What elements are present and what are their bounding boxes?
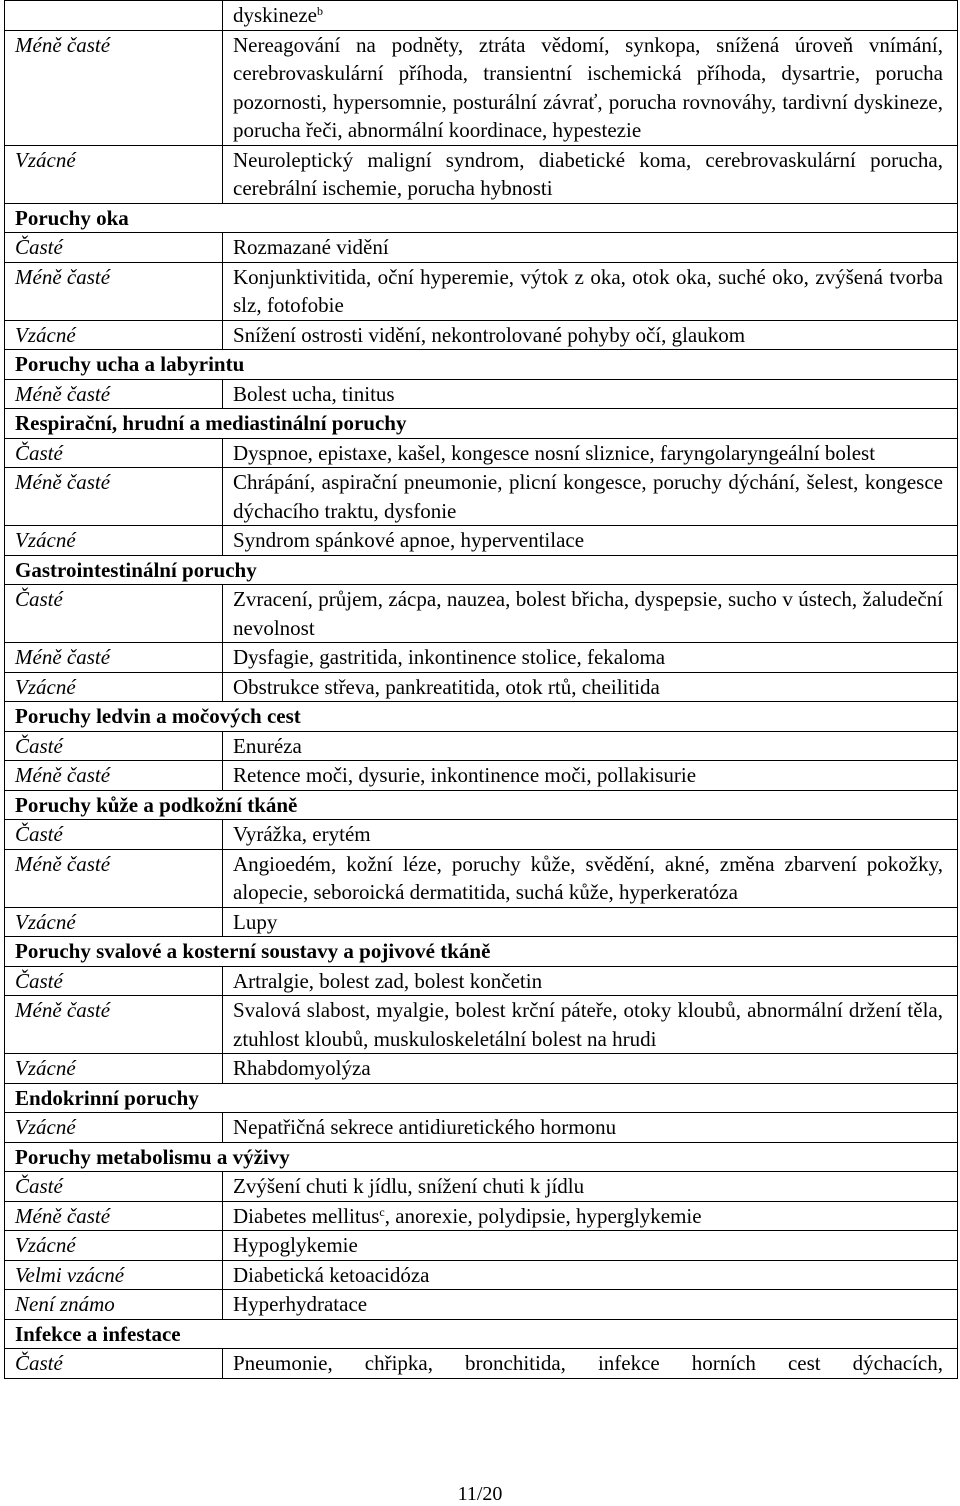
effects-text: Enuréza <box>233 733 302 758</box>
section-header-row <box>5 203 958 233</box>
effects-text: Konjunktivitida, oční hyperemie, výtok z oka, otok oka, suché oko, zvýšená tvorba slz, fotofobie <box>233 264 943 317</box>
effects-cell <box>223 1054 958 1084</box>
section-title: Endokrinní poruchy <box>5 1083 958 1113</box>
frequency-cell: Méně časté <box>5 643 223 673</box>
table-row <box>5 731 958 761</box>
table-body <box>5 1 958 1379</box>
effects-text: Diabetes mellitus <box>233 1203 380 1228</box>
frequency-cell: Velmi vzácné <box>5 1260 223 1290</box>
footnote-marker: b <box>316 4 323 18</box>
effects-cell <box>223 379 958 409</box>
section-title: Poruchy oka <box>5 203 958 233</box>
effects-text: Pneumonie, chřipka, bronchitida, infekce horních cest dýchacích, <box>233 1351 943 1375</box>
effects-cell <box>223 262 958 320</box>
table-row <box>5 585 958 643</box>
effects-cell <box>223 526 958 556</box>
section-header-row <box>5 790 958 820</box>
frequency-cell: Časté <box>5 233 223 263</box>
section-title: Gastrointestinální poruchy <box>5 555 958 585</box>
table-row <box>5 1260 958 1290</box>
section-header-row <box>5 937 958 967</box>
effects-text: Syndrom spánkové apnoe, hyperventilace <box>233 528 585 552</box>
table-row <box>5 820 958 850</box>
effects-cell <box>223 1172 958 1202</box>
table-row <box>5 379 958 409</box>
frequency-cell: Vzácné <box>5 1054 223 1084</box>
effects-text: Diabetická ketoacidóza <box>233 1262 430 1287</box>
frequency-cell: Časté <box>5 731 223 761</box>
effects-cell <box>223 1349 958 1379</box>
section-title: Poruchy ledvin a močových cest <box>5 702 958 732</box>
table-row <box>5 1290 958 1320</box>
frequency-cell: Časté <box>5 438 223 468</box>
effects-text: Svalová slabost, myalgie, bolest krční páteře, otoky kloubů, abnormální držení těla, ztuhlost kloubů, muskuloskeletální bolest na hrudi <box>233 998 943 1051</box>
effects-text: Bolest ucha, tinitus <box>233 381 395 406</box>
table-row <box>5 262 958 320</box>
frequency-cell: Vzácné <box>5 320 223 350</box>
effects-text: Hyperhydratace <box>233 1292 368 1316</box>
section-title: Poruchy metabolismu a výživy <box>5 1142 958 1172</box>
effects-cell <box>223 849 958 907</box>
effects-text: Dyspnoe, epistaxe, kašel, kongesce nosní sliznice, faryngolaryngeální bolest <box>233 440 876 465</box>
effects-cell <box>223 1290 958 1320</box>
table-row <box>5 468 958 526</box>
frequency-cell: Méně časté <box>5 379 223 409</box>
frequency-cell: Méně časté <box>5 30 223 145</box>
section-header-row <box>5 1319 958 1349</box>
effects-cell <box>223 438 958 468</box>
table-row <box>5 1054 958 1084</box>
table-row <box>5 320 958 350</box>
adverse-reactions-table <box>4 0 958 1379</box>
table-row <box>5 996 958 1054</box>
effects-text: Retence moči, dysurie, inkontinence moči, pollakisurie <box>233 763 697 787</box>
effects-cell <box>223 996 958 1054</box>
effects-cell <box>223 820 958 850</box>
section-header-row <box>5 702 958 732</box>
table-row <box>5 145 958 203</box>
footnote-marker: c <box>379 1204 385 1219</box>
effects-cell <box>223 233 958 263</box>
table-row <box>5 672 958 702</box>
effects-text: dyskineze <box>233 3 317 27</box>
table-row <box>5 761 958 791</box>
frequency-cell: Méně časté <box>5 468 223 526</box>
effects-cell <box>223 643 958 673</box>
section-title: Poruchy ucha a labyrintu <box>5 350 958 380</box>
section-title: Infekce a infestace <box>5 1319 958 1349</box>
frequency-cell: Časté <box>5 1172 223 1202</box>
effects-text: Artralgie, bolest zad, bolest končetin <box>233 968 543 993</box>
section-header-row <box>5 409 958 439</box>
effects-cell <box>223 672 958 702</box>
frequency-cell: Vzácné <box>5 145 223 203</box>
effects-cell <box>223 1231 958 1261</box>
frequency-cell: Vzácné <box>5 672 223 702</box>
section-header-row <box>5 350 958 380</box>
effects-text: Zvracení, průjem, zácpa, nauzea, bolest břicha, dyspepsie, sucho v ústech, žaludeční nevolnost <box>233 587 943 640</box>
effects-cell <box>223 30 958 145</box>
effects-text: Zvýšení chuti k jídlu, snížení chuti k jídlu <box>233 1174 585 1198</box>
effects-cell <box>223 907 958 937</box>
table-row <box>5 1349 958 1379</box>
frequency-cell <box>5 1 223 31</box>
effects-text: Snížení ostrosti vidění, nekontrolované pohyby očí, glaukom <box>233 322 746 347</box>
effects-text: Hypoglykemie <box>233 1233 358 1257</box>
effects-text: Dysfagie, gastritida, inkontinence stolice, fekaloma <box>233 645 666 669</box>
table-row <box>5 1 958 31</box>
effects-text-continued: , anorexie, polydipsie, hyperglykemie <box>384 1203 702 1228</box>
section-header-row <box>5 1142 958 1172</box>
effects-text: Angioedém, kožní léze, poruchy kůže, svědění, akné, změna zbarvení pokožky, alopecie, seboroická dermatitida, suchá kůže, hyperkeratóza <box>233 851 943 904</box>
section-header-row <box>5 555 958 585</box>
section-title: Poruchy svalové a kosterní soustavy a pojivové tkáně <box>5 937 958 967</box>
effects-cell <box>223 1201 958 1231</box>
frequency-cell: Vzácné <box>5 1113 223 1143</box>
effects-text: Chrápání, aspirační pneumonie, plicní kongesce, poruchy dýchání, šelest, kongesce dýchacího traktu, dysfonie <box>233 470 943 523</box>
page-number: 11/20 <box>457 1483 503 1505</box>
table-row <box>5 1201 958 1231</box>
table-row <box>5 643 958 673</box>
frequency-cell: Časté <box>5 820 223 850</box>
frequency-cell: Méně časté <box>5 996 223 1054</box>
frequency-cell: Vzácné <box>5 1231 223 1261</box>
table-row <box>5 438 958 468</box>
frequency-cell: Méně časté <box>5 761 223 791</box>
effects-text: Rhabdomyolýza <box>233 1056 371 1080</box>
effects-text: Vyrážka, erytém <box>233 822 371 846</box>
frequency-cell: Vzácné <box>5 526 223 556</box>
effects-cell <box>223 145 958 203</box>
effects-cell <box>223 1113 958 1143</box>
effects-text: Neuroleptický maligní syndrom, diabetické koma, cerebrovaskulární porucha, cerebrální ischemie, porucha hybnosti <box>233 147 943 200</box>
section-title: Poruchy kůže a podkožní tkáně <box>5 790 958 820</box>
frequency-cell: Časté <box>5 966 223 996</box>
effects-cell <box>223 1 958 31</box>
frequency-cell: Není známo <box>5 1290 223 1320</box>
table-row <box>5 1113 958 1143</box>
effects-text: Obstrukce střeva, pankreatitida, otok rtů, cheilitida <box>233 674 660 699</box>
effects-cell <box>223 468 958 526</box>
frequency-cell: Méně časté <box>5 849 223 907</box>
frequency-cell: Vzácné <box>5 907 223 937</box>
table-row <box>5 966 958 996</box>
frequency-cell: Časté <box>5 1349 223 1379</box>
table-row <box>5 1172 958 1202</box>
table-row <box>5 30 958 145</box>
section-header-row <box>5 1083 958 1113</box>
effects-cell <box>223 731 958 761</box>
effects-cell <box>223 320 958 350</box>
effects-cell <box>223 966 958 996</box>
effects-cell <box>223 761 958 791</box>
frequency-cell: Časté <box>5 585 223 643</box>
section-title: Respirační, hrudní a mediastinální poruchy <box>5 409 958 439</box>
effects-text: Rozmazané vidění <box>233 235 389 259</box>
table-row <box>5 526 958 556</box>
effects-cell <box>223 1260 958 1290</box>
table-row <box>5 1231 958 1261</box>
table-row <box>5 849 958 907</box>
effects-cell <box>223 585 958 643</box>
table-row <box>5 907 958 937</box>
frequency-cell: Méně časté <box>5 262 223 320</box>
effects-text: Lupy <box>233 909 278 934</box>
effects-text: Nereagování na podněty, ztráta vědomí, synkopa, snížená úroveň vnímání, cerebrovaskulární příhoda, transientní ischemická příhoda, dysartrie, porucha pozornosti, hypersomnie, posturální závrať, porucha rovnováhy, tardivní dyskineze, porucha řeči, abnormální koordinace, hypestezie <box>233 32 943 142</box>
frequency-cell: Méně časté <box>5 1201 223 1231</box>
effects-text: Nepatřičná sekrece antidiuretického hormonu <box>233 1115 617 1139</box>
table-row <box>5 233 958 263</box>
